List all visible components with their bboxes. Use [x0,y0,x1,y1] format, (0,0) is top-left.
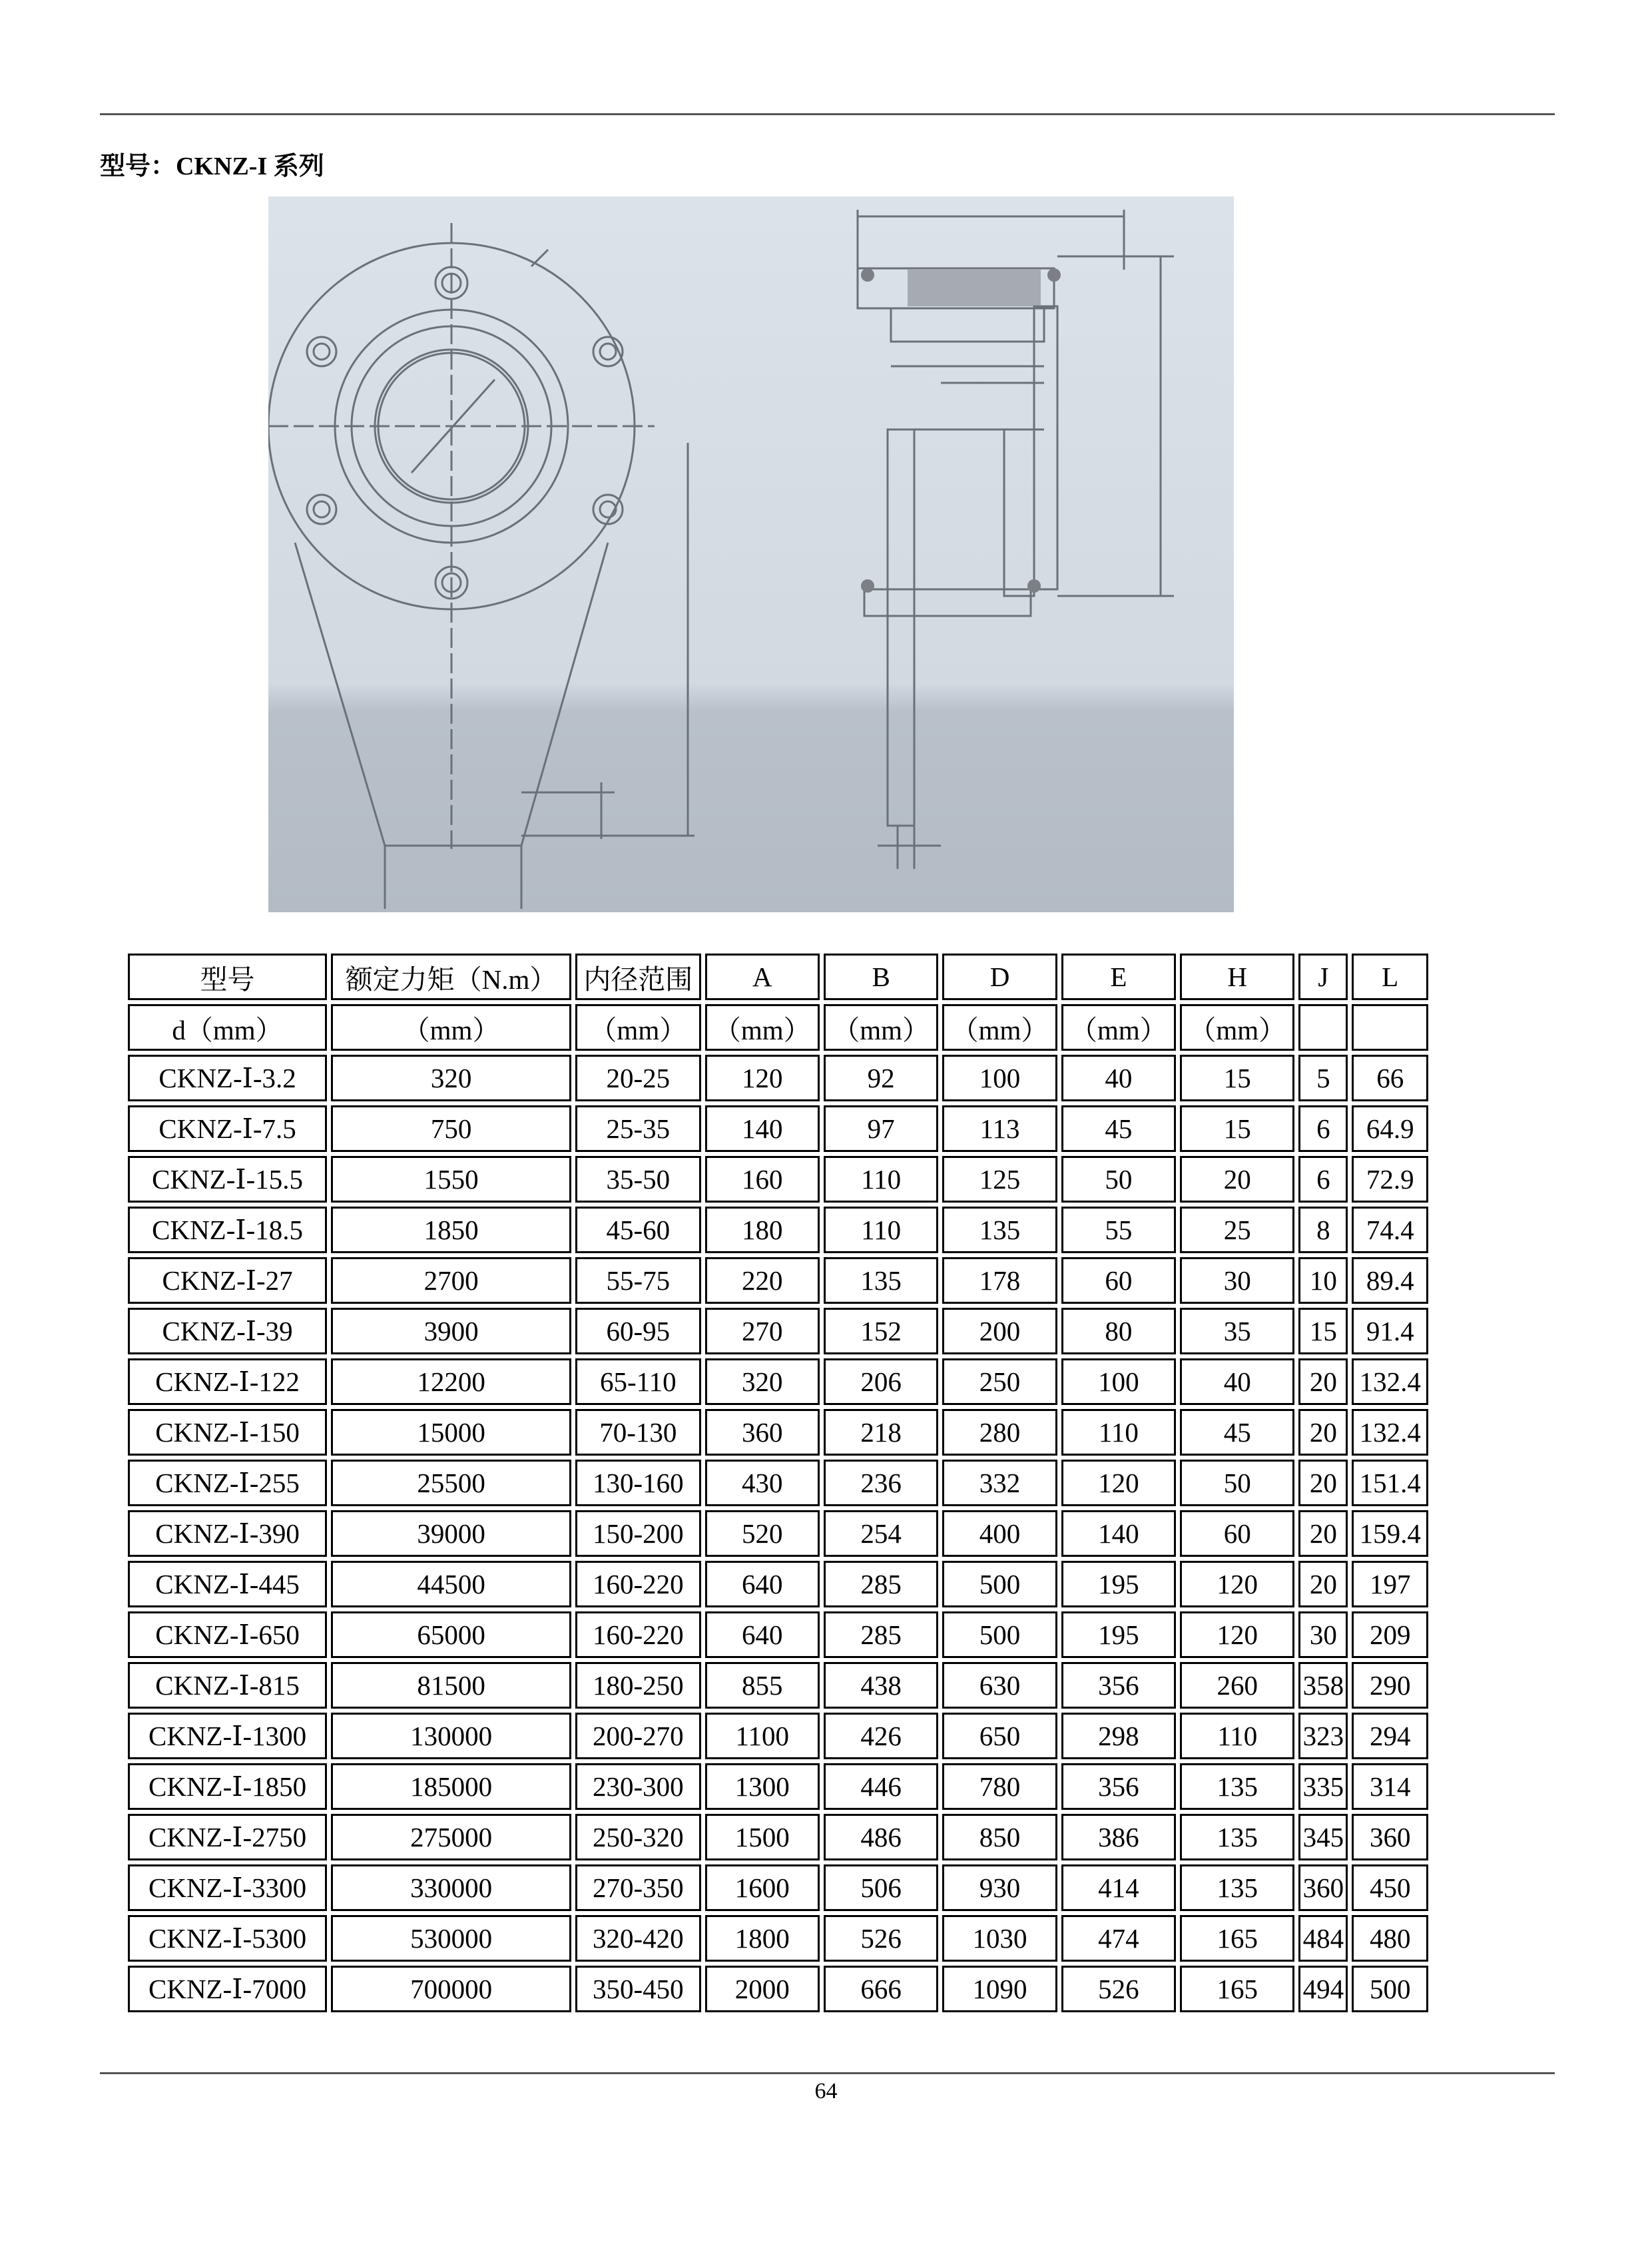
table-row [128,1156,1428,1203]
table-cell: 45-60 [575,1207,701,1253]
table-cell: 386 [1061,1814,1176,1860]
table-cell: A [705,954,820,1000]
table-cell: 414 [1061,1864,1176,1911]
table-cell: 506 [824,1864,938,1911]
table-cell: 270 [705,1308,820,1354]
table-cell: CKNZ-Ⅰ-3.2 [128,1055,327,1101]
table-cell: 1100 [705,1713,820,1759]
table-cell: 65-110 [575,1358,701,1405]
table-cell: CKNZ-Ⅰ-39 [128,1308,327,1354]
table-cell: 206 [824,1358,938,1405]
table-cell: 55-75 [575,1257,701,1304]
table-cell: 12200 [331,1358,571,1405]
table-cell: 1090 [942,1966,1057,2012]
table-cell: CKNZ-Ⅰ-27 [128,1257,327,1304]
table-cell: 50 [1061,1156,1176,1203]
table-cell: 195 [1061,1611,1176,1658]
table-cell: 15 [1298,1308,1348,1354]
table-cell: 10 [1298,1257,1348,1304]
table-cell: 额定力矩（N.m） [331,954,571,1000]
table-cell: 25 [1180,1207,1294,1253]
table-cell: 630 [942,1662,1057,1709]
table-cell: 2700 [331,1257,571,1304]
table-cell: （mm） [942,1004,1057,1051]
table-row [128,1308,1428,1354]
table-cell: （mm） [1061,1004,1176,1051]
table-cell: 20 [1298,1460,1348,1506]
table-cell: 254 [824,1510,938,1557]
table-cell: 430 [705,1460,820,1506]
table-cell: CKNZ-Ⅰ-1300 [128,1713,327,1759]
table-cell: 290 [1352,1662,1428,1709]
table-cell: 480 [1352,1915,1428,1962]
table-cell: 15 [1180,1055,1294,1101]
table-cell: 20 [1180,1156,1294,1203]
table-cell: 320 [705,1358,820,1405]
table-cell: 700000 [331,1966,571,2012]
table-cell: 45 [1180,1409,1294,1456]
table-cell [1298,1004,1348,1051]
table-cell: 160-220 [575,1611,701,1658]
table-cell: （mm） [1180,1004,1294,1051]
table-cell: 178 [942,1257,1057,1304]
table-row [128,1105,1428,1152]
table-cell: 25-35 [575,1105,701,1152]
table-row [128,1358,1428,1405]
table-cell: 97 [824,1105,938,1152]
table-cell: CKNZ-Ⅰ-2750 [128,1814,327,1860]
table-row [128,1055,1428,1101]
table-cell: 35 [1180,1308,1294,1354]
table-cell: 360 [1352,1814,1428,1860]
table-cell: 40 [1180,1358,1294,1405]
table-cell: 400 [942,1510,1057,1557]
table-cell: D [942,954,1057,1000]
table-cell: CKNZ-Ⅰ-15.5 [128,1156,327,1203]
table-cell: 64.9 [1352,1105,1428,1152]
table-cell: J [1298,954,1348,1000]
table-cell: 3900 [331,1308,571,1354]
table-cell: CKNZ-Ⅰ-150 [128,1409,327,1456]
bottom-rule [100,2072,1555,2074]
table-cell: 1800 [705,1915,820,1962]
specification-table [124,950,1432,2016]
table-cell: 55 [1061,1207,1176,1253]
table-cell: 81500 [331,1662,571,1709]
table-cell: 89.4 [1352,1257,1428,1304]
table-cell: 484 [1298,1915,1348,1962]
table-cell: 60 [1061,1257,1176,1304]
table-cell: CKNZ-Ⅰ-18.5 [128,1207,327,1253]
table-cell: 640 [705,1561,820,1607]
table-row [128,1763,1428,1810]
table-cell: 650 [942,1713,1057,1759]
table-cell: 526 [1061,1966,1176,2012]
table-cell: 110 [824,1156,938,1203]
table-cell: CKNZ-Ⅰ-445 [128,1561,327,1607]
table-cell: 110 [824,1207,938,1253]
table-cell: 60 [1180,1510,1294,1557]
table-cell: 160-220 [575,1561,701,1607]
table-cell: 323 [1298,1713,1348,1759]
table-cell: （mm） [575,1004,701,1051]
table-cell: 15 [1180,1105,1294,1152]
table-row [128,1257,1428,1304]
table-cell: 45 [1061,1105,1176,1152]
table-cell: 197 [1352,1561,1428,1607]
table-cell: CKNZ-Ⅰ-5300 [128,1915,327,1962]
table-cell: 70-130 [575,1409,701,1456]
table-cell: CKNZ-Ⅰ-7.5 [128,1105,327,1152]
table-cell: 内径范围 [575,954,701,1000]
table-cell: 200-270 [575,1713,701,1759]
table-cell: 35-50 [575,1156,701,1203]
table-cell: 1300 [705,1763,820,1810]
table-cell: 236 [824,1460,938,1506]
table-cell: 20 [1298,1510,1348,1557]
table-cell: 356 [1061,1763,1176,1810]
table-cell: 855 [705,1662,820,1709]
table-cell: 30 [1298,1611,1348,1658]
table-cell: （mm） [824,1004,938,1051]
table-cell: 220 [705,1257,820,1304]
table-cell: 100 [1061,1358,1176,1405]
table-cell: 135 [1180,1814,1294,1860]
table-cell: 280 [942,1409,1057,1456]
table-cell: 230-300 [575,1763,701,1810]
table-cell: E [1061,954,1176,1000]
table-cell: 426 [824,1713,938,1759]
page-number: 64 [814,2079,838,2103]
table-cell: 750 [331,1105,571,1152]
table-cell: 5 [1298,1055,1348,1101]
table-cell: 15000 [331,1409,571,1456]
table-cell: 526 [824,1915,938,1962]
table-cell: 320 [331,1055,571,1101]
table-cell: 92 [824,1055,938,1101]
table-cell: 50 [1180,1460,1294,1506]
table-cell: 20 [1298,1358,1348,1405]
table-cell: 135 [942,1207,1057,1253]
table-cell: 314 [1352,1763,1428,1810]
table-cell: 335 [1298,1763,1348,1810]
table-cell: 113 [942,1105,1057,1152]
table-cell: 218 [824,1409,938,1456]
table-row [128,1966,1428,2012]
table-cell: 39000 [331,1510,571,1557]
table-cell: 140 [1061,1510,1176,1557]
table-cell: 72.9 [1352,1156,1428,1203]
table-cell: 358 [1298,1662,1348,1709]
table-cell: 1030 [942,1915,1057,1962]
table-cell: 438 [824,1662,938,1709]
table-cell: 446 [824,1763,938,1810]
table-row [128,1561,1428,1607]
table-cell: 74.4 [1352,1207,1428,1253]
table-cell: 2000 [705,1966,820,2012]
table-cell: 20 [1298,1561,1348,1607]
table-cell: 20 [1298,1409,1348,1456]
table-cell: 160 [705,1156,820,1203]
table-cell: CKNZ-Ⅰ-7000 [128,1966,327,2012]
table-row [128,1611,1428,1658]
table-cell: CKNZ-Ⅰ-255 [128,1460,327,1506]
table-cell: 120 [705,1055,820,1101]
table-cell: 152 [824,1308,938,1354]
table-cell: 345 [1298,1814,1348,1860]
table-cell: 500 [1352,1966,1428,2012]
table-cell: 125 [942,1156,1057,1203]
table-cell: 135 [1180,1763,1294,1810]
table-cell: 8 [1298,1207,1348,1253]
table-cell: 130000 [331,1713,571,1759]
table-cell: CKNZ-Ⅰ-122 [128,1358,327,1405]
table-cell: 180-250 [575,1662,701,1709]
table-cell: 型号 [128,954,327,1000]
table-row [128,1713,1428,1759]
table-cell: d（mm） [128,1004,327,1051]
table-cell: 44500 [331,1561,571,1607]
table-cell: 360 [705,1409,820,1456]
table-cell: 356 [1061,1662,1176,1709]
table-cell: 6 [1298,1105,1348,1152]
technical-drawing [268,196,1234,912]
table-cell: CKNZ-Ⅰ-390 [128,1510,327,1557]
table-cell: CKNZ-Ⅰ-3300 [128,1864,327,1911]
table-cell: 120 [1180,1561,1294,1607]
table-cell: 200 [942,1308,1057,1354]
table-cell: 65000 [331,1611,571,1658]
table-cell: 209 [1352,1611,1428,1658]
table-cell: 25500 [331,1460,571,1506]
table-cell: 165 [1180,1966,1294,2012]
table-unit-row [128,1004,1428,1051]
table-cell: 1550 [331,1156,571,1203]
table-cell: 159.4 [1352,1510,1428,1557]
table-cell: 520 [705,1510,820,1557]
top-rule [100,113,1555,115]
table-cell: 40 [1061,1055,1176,1101]
table-cell: 135 [1180,1864,1294,1911]
table-row [128,1460,1428,1506]
table-cell: 20-25 [575,1055,701,1101]
table-cell: 285 [824,1561,938,1607]
table-header-row [128,954,1428,1000]
table-cell: 151.4 [1352,1460,1428,1506]
table-cell: 132.4 [1352,1358,1428,1405]
table-cell: 350-450 [575,1966,701,2012]
table-cell: 140 [705,1105,820,1152]
table-cell: 486 [824,1814,938,1860]
table-row [128,1662,1428,1709]
table-cell: 165 [1180,1915,1294,1962]
table-cell: 180 [705,1207,820,1253]
table-cell: （mm） [331,1004,571,1051]
table-cell: 1600 [705,1864,820,1911]
table-cell: 260 [1180,1662,1294,1709]
table-cell: 294 [1352,1713,1428,1759]
table-cell: 250 [942,1358,1057,1405]
table-cell: 6 [1298,1156,1348,1203]
table-cell: 474 [1061,1915,1176,1962]
table-cell: L [1352,954,1428,1000]
page-title: 型号：CKNZ-I 系列 [100,152,324,180]
table-row [128,1207,1428,1253]
table-cell: 1500 [705,1814,820,1860]
table-cell: 275000 [331,1814,571,1860]
table-cell: 450 [1352,1864,1428,1911]
table-cell: 60-95 [575,1308,701,1354]
table-cell: 80 [1061,1308,1176,1354]
table-cell: 250-320 [575,1814,701,1860]
table-cell: 195 [1061,1561,1176,1607]
table-cell: 500 [942,1561,1057,1607]
table-row [128,1510,1428,1557]
table-cell: 930 [942,1864,1057,1911]
table-cell: CKNZ-Ⅰ-650 [128,1611,327,1658]
table-cell: 150-200 [575,1510,701,1557]
table-cell: 270-350 [575,1864,701,1911]
table-cell: 666 [824,1966,938,2012]
table-cell: 110 [1180,1713,1294,1759]
table-row [128,1864,1428,1911]
table-cell: 100 [942,1055,1057,1101]
table-cell: 780 [942,1763,1057,1810]
table-cell: 1850 [331,1207,571,1253]
table-cell: 298 [1061,1713,1176,1759]
table-cell: 494 [1298,1966,1348,2012]
table-cell: 132.4 [1352,1409,1428,1456]
table-cell: 330000 [331,1864,571,1911]
table-cell: 850 [942,1814,1057,1860]
table-cell: 360 [1298,1864,1348,1911]
table-cell: 66 [1352,1055,1428,1101]
table-row [128,1409,1428,1456]
table-cell: 91.4 [1352,1308,1428,1354]
table-row [128,1814,1428,1860]
table-cell: 120 [1180,1611,1294,1658]
table-cell: 135 [824,1257,938,1304]
table-cell: 110 [1061,1409,1176,1456]
table-cell: 332 [942,1460,1057,1506]
table-row [128,1915,1428,1962]
table-cell: 530000 [331,1915,571,1962]
table-cell: （mm） [705,1004,820,1051]
table-cell [1352,1004,1428,1051]
table-cell: 320-420 [575,1915,701,1962]
table-cell: B [824,954,938,1000]
table-cell: 130-160 [575,1460,701,1506]
table-cell: 640 [705,1611,820,1658]
table-cell: 30 [1180,1257,1294,1304]
table-cell: CKNZ-Ⅰ-1850 [128,1763,327,1810]
table-cell: 500 [942,1611,1057,1658]
table-cell: 185000 [331,1763,571,1810]
table-cell: H [1180,954,1294,1000]
table-cell: 285 [824,1611,938,1658]
table-cell: 120 [1061,1460,1176,1506]
table-cell: CKNZ-Ⅰ-815 [128,1662,327,1709]
